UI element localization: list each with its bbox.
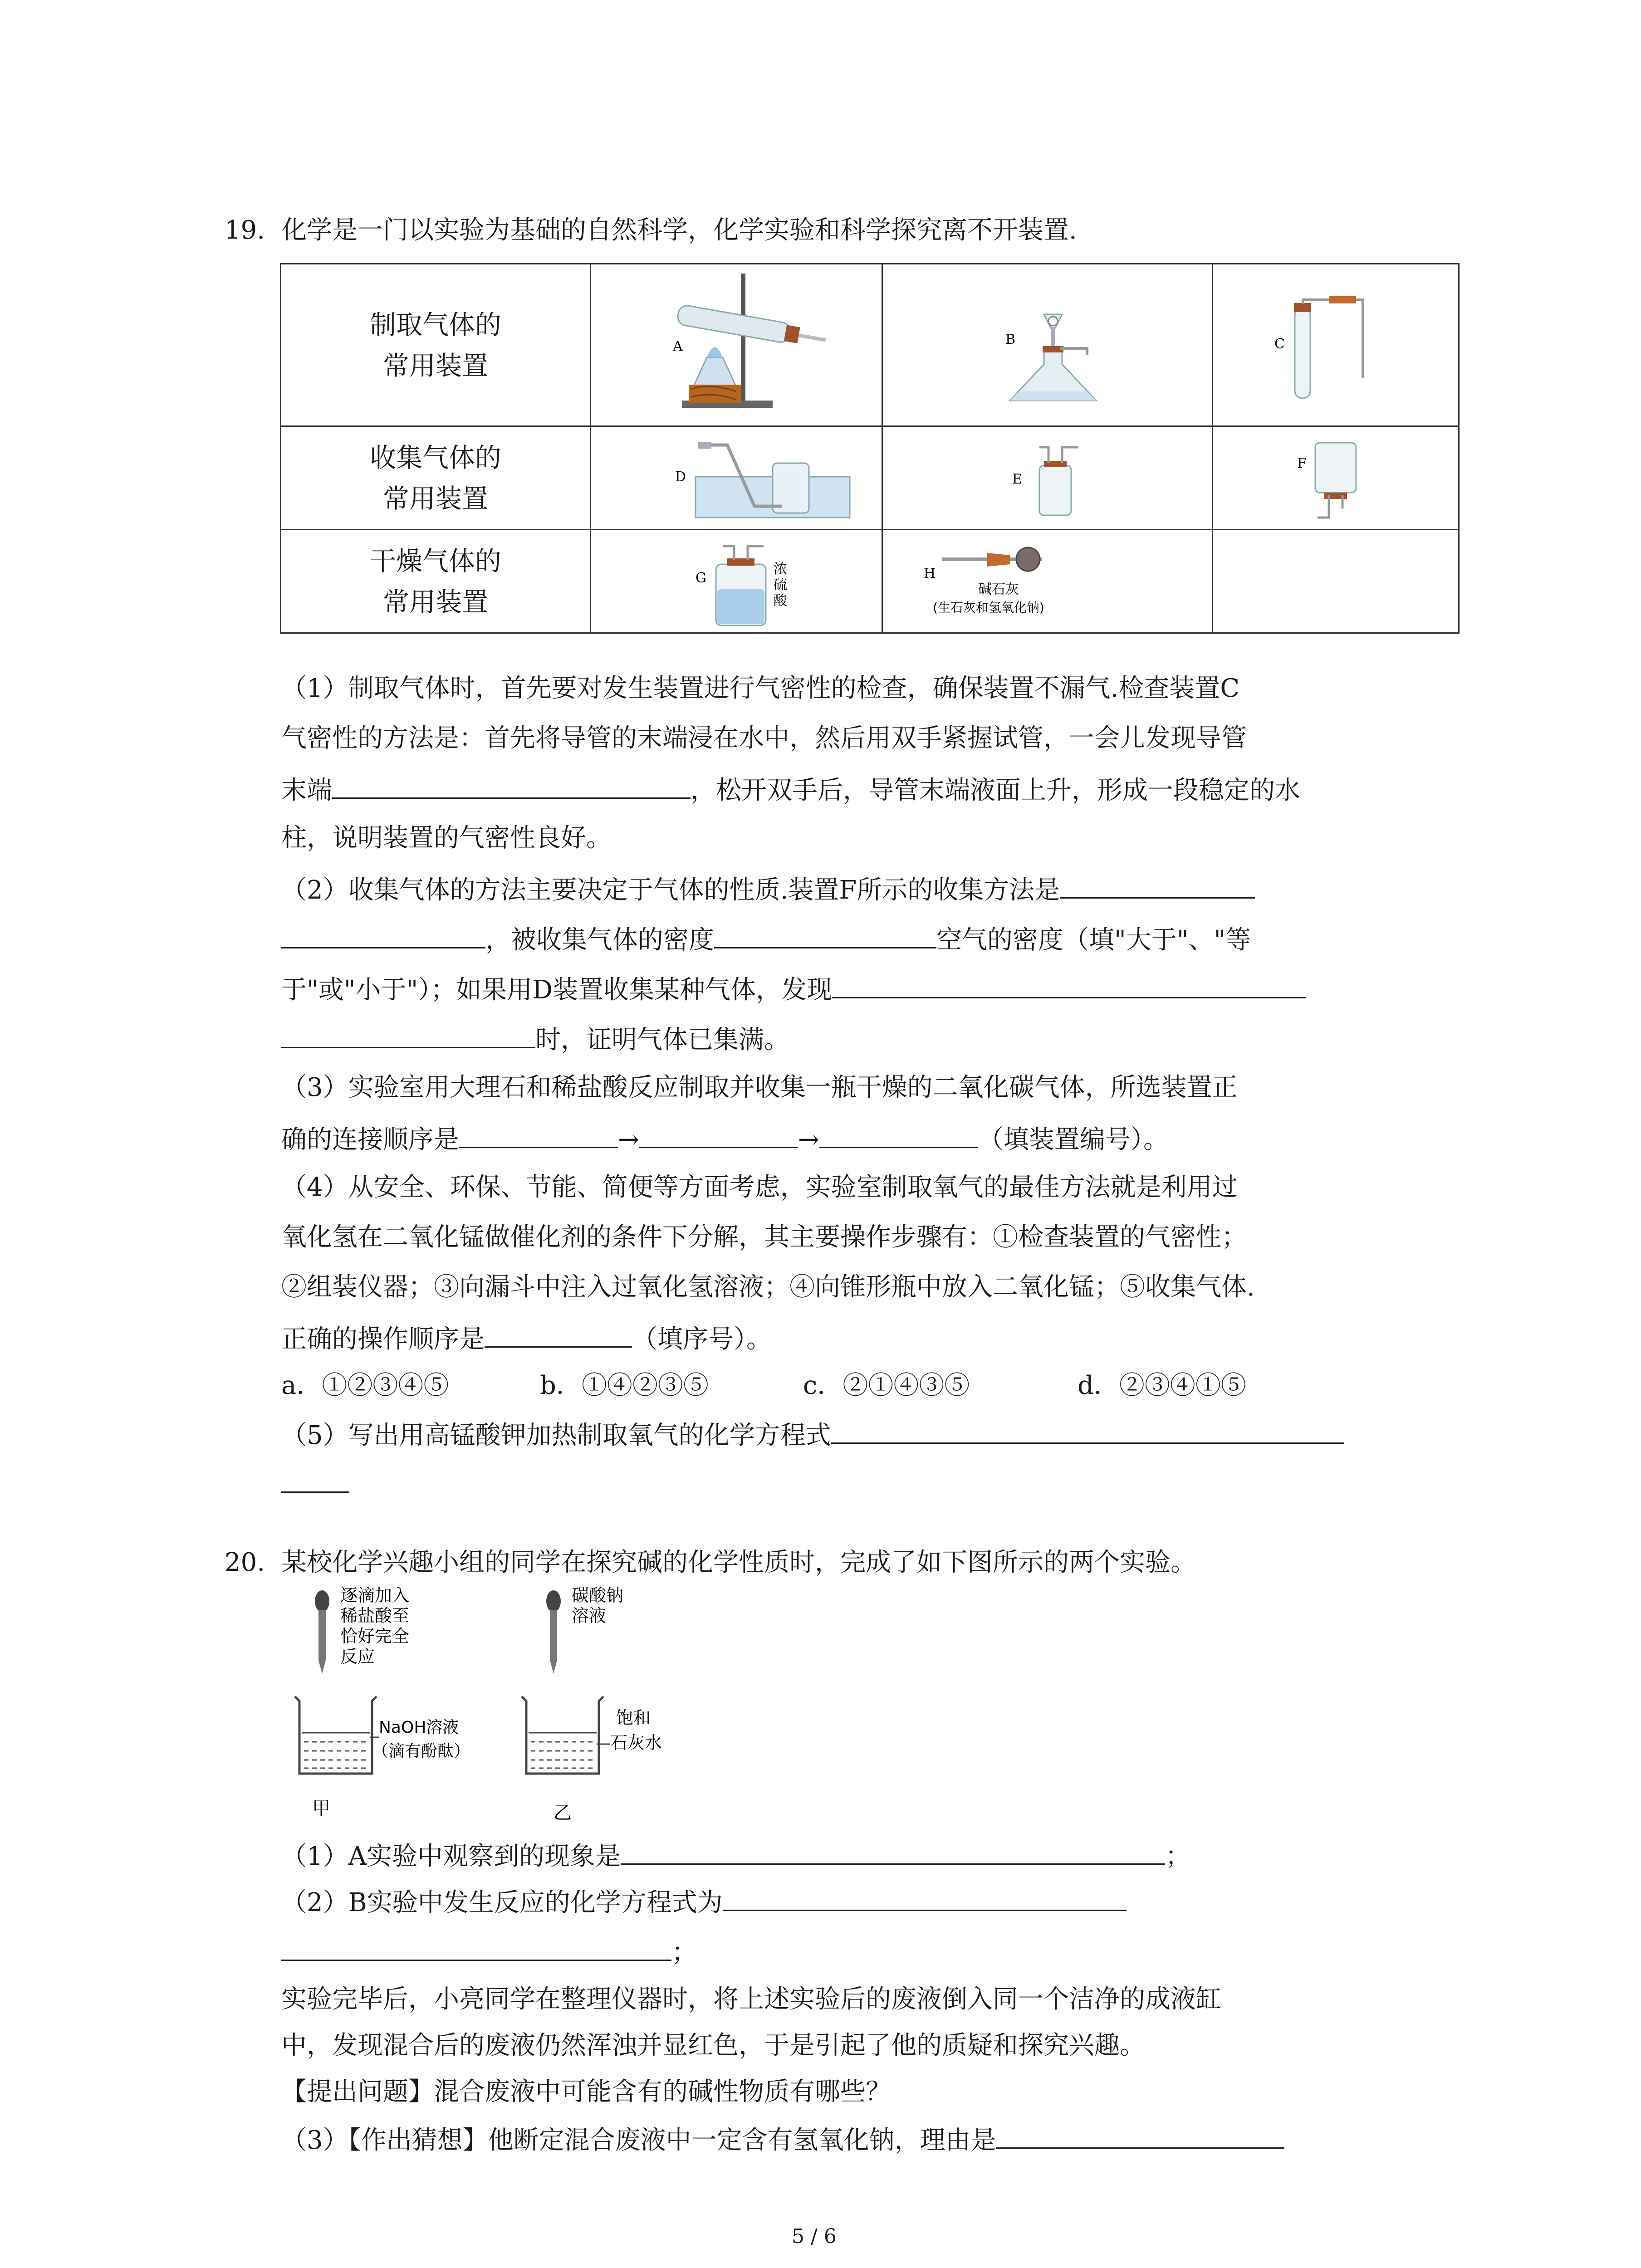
q19-p4-line3: ②组装仪器；③向漏斗中注入过氧化氢溶液；④向锥形瓶中放入二氧化锰；⑤收集气体. (281, 1272, 1255, 1302)
apparatus-e-cell (882, 426, 1213, 530)
answer-blank-6[interactable] (281, 1020, 535, 1048)
apparatus-d-cell (591, 426, 882, 530)
answer-blank-2[interactable] (1060, 870, 1255, 899)
q20-para-line1: 实验完毕后，小亮同学在整理仪器时，将上述实验后的废液倒入同一个洁净的成液缸 (281, 1984, 1221, 2014)
left-dropper-label-4: 反应 (340, 1647, 375, 1667)
left-dropper-label-3: 恰好完全 (340, 1626, 410, 1646)
q20-p1 (281, 1836, 1190, 1875)
q20-p2-cont (281, 1932, 697, 1971)
q19-p2-line3 (281, 970, 1306, 1008)
apparatus-g-drawing (591, 530, 882, 632)
apparatus-b-cell (882, 264, 1213, 426)
empty-cell (1213, 530, 1459, 633)
h-reagent-line2: (生石灰和氢氧化钠) (933, 600, 1044, 615)
right-solution-label-2: 石灰水 (610, 1733, 662, 1753)
arrow: → (618, 1125, 639, 1154)
right-dropper (546, 1590, 561, 1674)
q19-stem: 化学是一门以实验为基础的自然科学，化学实验和科学探究离不开装置. (281, 215, 1077, 245)
text-fragment: （5）写出用高锰酸钾加热制取氧气的化学方程式 (281, 1421, 831, 1450)
row-label (281, 530, 591, 633)
row-label-line1: 干燥气体的 (369, 545, 501, 577)
q19-number: 19. (225, 215, 265, 245)
left-dropper-label-2: 稀盐酸至 (340, 1606, 410, 1626)
experiment-figure (281, 1583, 726, 1837)
q19-p4-line4 (281, 1319, 772, 1358)
text-fragment: （3）【作出猜想】他断定混合废液中一定含有氢氧化钠，理由是 (281, 2126, 996, 2155)
text-fragment: （填装置编号）。 (978, 1125, 1169, 1154)
text-fragment: 确的连接顺序是 (281, 1125, 459, 1154)
text-fragment: 末端 (281, 776, 332, 805)
q20-p2 (281, 1882, 1127, 1921)
apparatus-c-drawing (1213, 264, 1458, 425)
q19-p4-line1: （4）从安全、环保、节能、简便等方面考虑，实验室制取氧气的最佳方法就是利用过 (281, 1173, 1238, 1202)
text-fragment: （1）A实验中观察到的现象是 (281, 1842, 621, 1871)
label-c: C (1274, 336, 1285, 352)
apparatus-f-cell (1213, 426, 1459, 530)
row-label (281, 264, 591, 426)
q19-p2-line1 (281, 870, 1255, 909)
q19-p1-line3 (281, 770, 1300, 809)
row-label-line2: 常用装置 (382, 586, 488, 617)
q20-para-line2: 中，发现混合后的废液仍然浑浊并显红色，于是引起了他的质疑和探究兴趣。 (281, 2031, 1145, 2060)
label-g: G (696, 570, 706, 586)
q19-p4-line2: 氧化氢在二氧化锰做催化剂的条件下分解，其主要操作步骤有：①检查装置的气密性； (281, 1222, 1247, 1252)
right-dropper-label-2: 溶液 (572, 1606, 607, 1626)
q20-number: 20. (225, 1548, 265, 1577)
table-row (281, 530, 1459, 633)
apparatus-table (280, 263, 1460, 634)
q20-question: 【提出问题】混合废液中可能含有的碱性物质有哪些？ (281, 2077, 891, 2107)
apparatus-c-cell (1213, 264, 1459, 426)
text-fragment: （2）收集气体的方法主要决定于气体的性质.装置F所示的收集方法是 (281, 875, 1060, 905)
page-number: 5 / 6 (792, 2225, 837, 2248)
text-fragment: 于"或"小于"）；如果用D装置收集某种气体，发现 (281, 975, 833, 1005)
right-solution-label-1: 饱和 (616, 1708, 651, 1728)
option-b[interactable]: b．①④②③⑤ (540, 1371, 709, 1400)
apparatus-d-drawing (591, 427, 882, 529)
q19-p3-line2 (281, 1119, 1169, 1158)
left-solution-label-1: NaOH溶液 (379, 1718, 459, 1737)
q19-p2-line2 (281, 920, 1251, 958)
label-b: B (1005, 332, 1016, 347)
label-d: D (675, 469, 686, 485)
text-fragment: ，被收集气体的密度 (485, 925, 714, 955)
answer-blank-16[interactable] (996, 2120, 1284, 2149)
answer-blank-13[interactable] (621, 1836, 1165, 1865)
apparatus-a-drawing (591, 264, 882, 425)
answer-blank-5[interactable] (832, 970, 1306, 998)
text-fragment: 正确的操作顺序是 (281, 1325, 485, 1354)
q19-p2-line4 (281, 1020, 789, 1058)
g-reagent-2: 硫 (774, 577, 787, 593)
text-fragment: ，松开双手后，导管末端液面上升，形成一段稳定的水 (691, 776, 1300, 805)
q19-p1-line4: 柱，说明装置的气密性良好。 (281, 823, 612, 853)
text-fragment: 时，证明气体已集满。 (535, 1025, 789, 1055)
table-row (281, 426, 1459, 530)
text-fragment: ； (1165, 1842, 1191, 1871)
option-c[interactable]: c．②①④③⑤ (803, 1371, 970, 1400)
row-label-line2: 常用装置 (382, 483, 488, 514)
answer-blank-1[interactable] (332, 770, 691, 799)
answer-blank-11[interactable] (831, 1415, 1344, 1444)
row-label-line1: 制取气体的 (369, 309, 501, 340)
q19-p3-line1: （3）实验室用大理石和稀盐酸反应制取并收集一瓶干燥的二氧化碳气体，所选装置正 (281, 1073, 1238, 1102)
answer-blank-7[interactable] (459, 1119, 618, 1148)
label-f: F (1297, 455, 1307, 471)
right-dropper-label-1: 碳酸钠 (572, 1585, 624, 1605)
left-dropper-label-1: 逐滴加入 (340, 1585, 410, 1605)
answer-blank-9[interactable] (819, 1119, 978, 1148)
answer-blank-12[interactable] (281, 1464, 349, 1493)
q20-p3 (281, 2120, 1284, 2159)
q20-stem: 某校化学兴趣小组的同学在探究碱的化学性质时，完成了如下图所示的两个实验。 (281, 1548, 1196, 1577)
answer-blank-10[interactable] (485, 1319, 632, 1348)
apparatus-b-drawing (883, 264, 1212, 425)
apparatus-a-cell (591, 264, 882, 426)
label-a: A (673, 338, 683, 354)
left-dropper (315, 1590, 329, 1674)
text-fragment: （填序号）。 (632, 1325, 772, 1354)
apparatus-g-cell (591, 530, 882, 633)
table-row (281, 264, 1459, 426)
option-d[interactable]: d．②③④①⑤ (1078, 1371, 1246, 1400)
q19-p1-line1: （1）制取气体时，首先要对发生装置进行气密性的检查，确保装置不漏气.检查装置C (281, 674, 1240, 703)
g-reagent-1: 浓 (774, 561, 787, 577)
label-h: H (924, 566, 936, 582)
h-reagent-line1: 碱石灰 (978, 582, 1019, 597)
arrow: → (798, 1125, 819, 1154)
answer-blank-14[interactable] (723, 1882, 1127, 1911)
apparatus-h-cell (882, 530, 1213, 633)
option-a[interactable]: a．①②③④⑤ (281, 1371, 449, 1400)
row-label (281, 426, 591, 530)
q19-p1-line2: 气密性的方法是：首先将导管的末端浸在水中，然后用双手紧握试管，一会儿发现导管 (281, 723, 1247, 753)
left-beaker (295, 1696, 377, 1774)
answer-blank-8[interactable] (639, 1119, 798, 1148)
text-fragment: ； (671, 1938, 697, 1967)
q19-p5-line1 (281, 1415, 1344, 1454)
answer-blank-4[interactable] (714, 920, 936, 948)
answer-blank-3[interactable] (281, 920, 485, 948)
answer-blank-15[interactable] (281, 1932, 671, 1961)
left-solution-label-2: （滴有酚酞） (372, 1742, 470, 1760)
row-label-line1: 收集气体的 (369, 442, 501, 473)
apparatus-f-drawing (1213, 427, 1458, 529)
apparatus-e-drawing (883, 427, 1212, 529)
apparatus-h-drawing (883, 530, 1212, 632)
right-beaker (522, 1696, 603, 1774)
g-reagent-3: 酸 (774, 593, 787, 609)
text-fragment: 空气的密度（填"大于"、"等 (936, 925, 1251, 955)
row-label-line2: 常用装置 (382, 350, 488, 381)
left-caption: 甲 (312, 1798, 330, 1819)
right-caption: 乙 (554, 1803, 572, 1823)
label-e: E (1012, 471, 1022, 487)
text-fragment: （2）B实验中发生反应的化学方程式为 (281, 1888, 723, 1917)
